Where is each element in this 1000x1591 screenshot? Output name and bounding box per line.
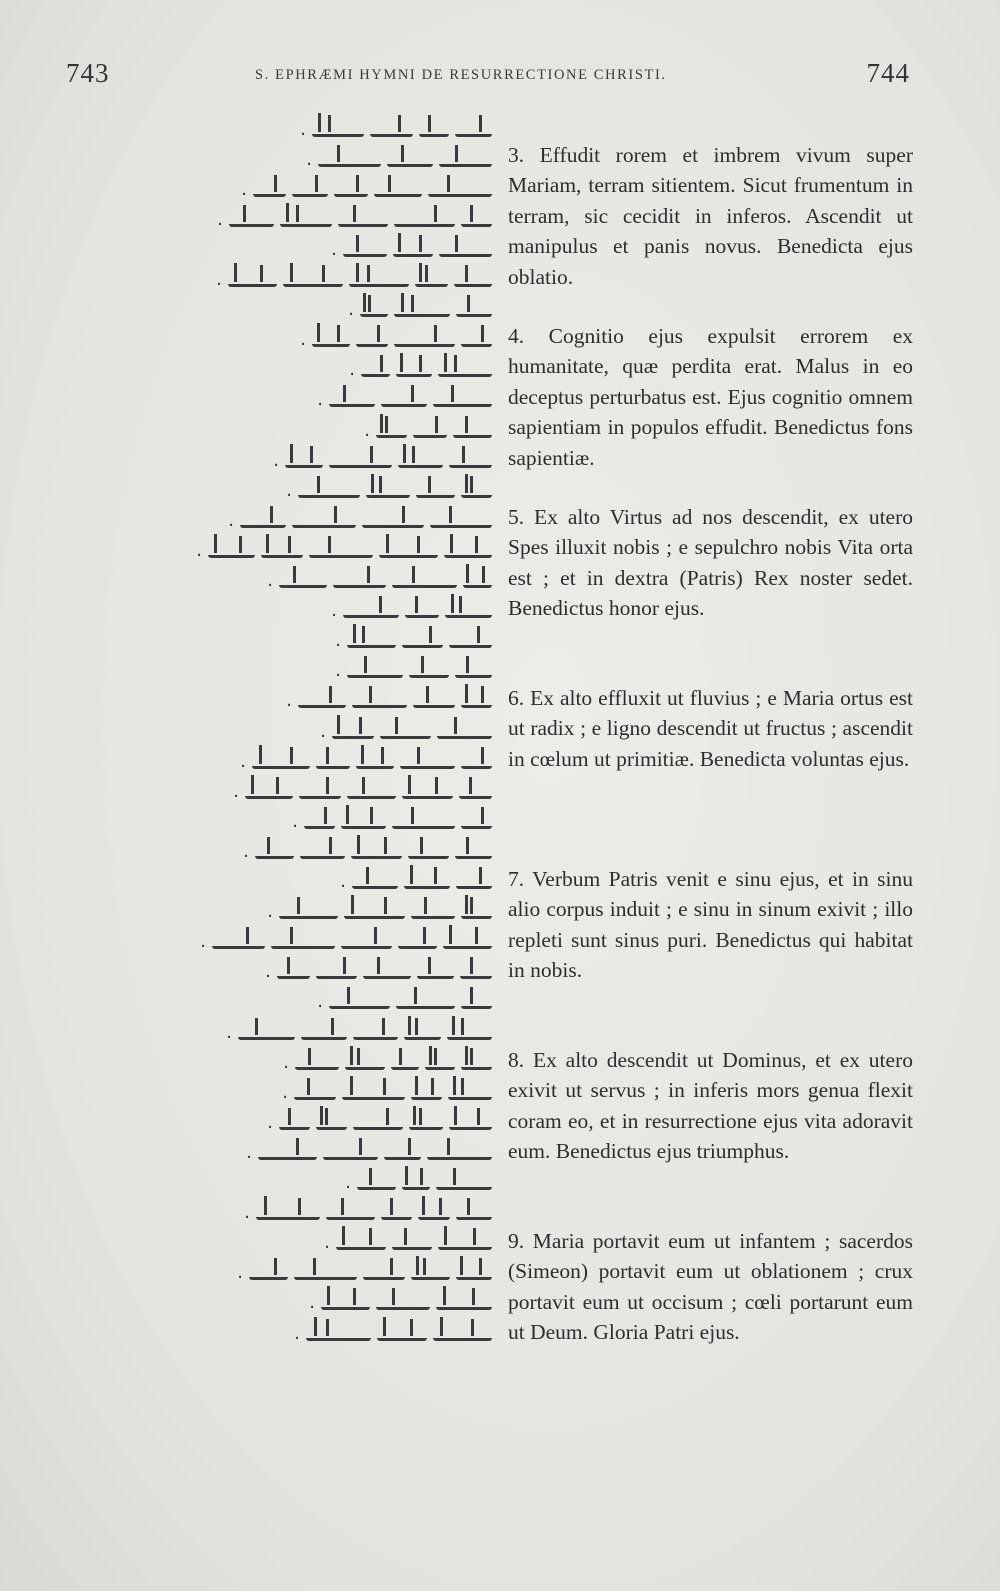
syriac-word-glyph — [356, 754, 394, 769]
running-title: S. EPHRÆMI HYMNI DE RESURRECTIONE CHRISTI. — [255, 67, 667, 83]
syriac-text-column — [196, 118, 492, 1353]
syriac-word-glyph — [417, 964, 454, 979]
syriac-stop-mark: . — [233, 780, 239, 802]
syriac-word-glyph — [430, 513, 492, 528]
syriac-line — [246, 1141, 492, 1163]
syriac-stop-mark: . — [348, 299, 354, 321]
syriac-line — [226, 1021, 492, 1043]
syriac-word-glyph — [316, 1115, 347, 1130]
syriac-word-glyph — [229, 212, 274, 227]
syriac-word-glyph — [312, 332, 350, 347]
syriac-line — [273, 449, 492, 471]
syriac-stop-mark: . — [267, 1111, 273, 1133]
syriac-word-glyph — [402, 784, 453, 799]
syriac-word-glyph — [384, 1145, 421, 1160]
syriac-line — [282, 1081, 492, 1103]
syriac-word-glyph — [316, 964, 357, 979]
syriac-word-glyph — [316, 754, 350, 769]
syriac-stop-mark: . — [273, 449, 279, 471]
syriac-word-glyph — [352, 874, 398, 889]
syriac-word-glyph — [238, 1025, 295, 1040]
syriac-word-glyph — [461, 814, 492, 829]
syriac-word-glyph — [360, 302, 388, 317]
syriac-line — [217, 208, 492, 230]
syriac-word-glyph — [416, 483, 455, 498]
syriac-word-glyph — [459, 784, 492, 799]
syriac-word-glyph — [439, 242, 492, 257]
syriac-word-glyph — [379, 543, 438, 558]
stanza-9: 9. Maria portavit eum ut infantem ; sacerdos (Simeon) portavit eum ut oblationem ; crux portavit eum ut occisum ; cœli portarunt eum ut Deum. Gloria Patri ejus. — [508, 1228, 913, 1344]
syriac-word-glyph — [329, 453, 392, 468]
syriac-stop-mark: . — [340, 871, 346, 892]
syriac-word-glyph — [292, 182, 328, 197]
syriac-word-glyph — [245, 784, 293, 799]
syriac-stop-mark: . — [324, 1232, 330, 1254]
syriac-word-glyph — [334, 182, 368, 197]
syriac-stop-mark: . — [349, 359, 355, 381]
syriac-word-glyph — [309, 543, 373, 558]
syriac-line — [265, 961, 492, 983]
syriac-word-glyph — [427, 1145, 492, 1160]
syriac-stop-mark: . — [294, 1322, 300, 1344]
syriac-word-glyph — [402, 633, 443, 648]
syriac-stop-mark: . — [331, 600, 337, 622]
syriac-word-glyph — [453, 423, 492, 438]
syriac-word-glyph — [342, 1085, 405, 1100]
syriac-stop-mark: . — [217, 208, 223, 230]
syriac-word-glyph — [409, 1115, 443, 1130]
syriac-stop-mark: . — [364, 419, 370, 441]
syriac-word-glyph — [298, 483, 360, 498]
syriac-word-glyph — [456, 1265, 492, 1280]
syriac-line — [237, 1262, 492, 1284]
syriac-stop-mark: . — [246, 1141, 252, 1163]
syriac-line — [348, 299, 492, 321]
syriac-word-glyph — [460, 964, 492, 979]
page-header — [60, 58, 910, 98]
syriac-word-glyph — [377, 1326, 427, 1341]
syriac-word-glyph — [436, 1295, 492, 1310]
syriac-word-glyph — [444, 543, 492, 558]
syriac-word-glyph — [392, 1235, 432, 1250]
syriac-word-glyph — [392, 573, 457, 588]
syriac-word-glyph — [356, 332, 388, 347]
syriac-word-glyph — [277, 964, 310, 979]
syriac-line — [320, 720, 492, 742]
syriac-word-glyph — [415, 272, 448, 287]
syriac-word-glyph — [249, 1265, 288, 1280]
syriac-word-glyph — [271, 934, 335, 949]
syriac-word-glyph — [411, 1085, 442, 1100]
syriac-stop-mark: . — [196, 539, 202, 561]
syriac-line — [306, 148, 492, 170]
syriac-word-glyph — [343, 242, 387, 257]
syriac-word-glyph — [456, 302, 492, 317]
syriac-word-glyph — [326, 1205, 375, 1220]
syriac-word-glyph — [300, 844, 345, 859]
syriac-word-glyph — [347, 633, 396, 648]
syriac-word-glyph — [343, 603, 399, 618]
syriac-line — [340, 871, 492, 893]
syriac-line — [286, 690, 492, 712]
syriac-word-glyph — [380, 724, 431, 739]
left-page-number: 743 — [66, 58, 110, 88]
syriac-word-glyph — [279, 904, 338, 919]
syriac-stop-mark: . — [228, 509, 234, 531]
syriac-word-glyph — [295, 1055, 339, 1070]
syriac-word-glyph — [419, 122, 449, 137]
syriac-word-glyph — [449, 1115, 492, 1130]
syriac-word-glyph — [404, 1025, 441, 1040]
syriac-word-glyph — [456, 1205, 492, 1220]
syriac-word-glyph — [329, 994, 390, 1009]
stanza-6: 6. Ex alto effluxit ut fluvius ; e Maria ortus est ut radix ; e ligno descendit ut fructus ; ascendit in cœlum ut primitiæ. Benedicta voluntas ejus. — [508, 685, 913, 771]
syriac-word-glyph — [387, 152, 433, 167]
syriac-line — [240, 750, 492, 772]
syriac-word-glyph — [362, 513, 424, 528]
syriac-stop-mark: . — [300, 118, 306, 140]
syriac-word-glyph — [461, 212, 492, 227]
syriac-word-glyph — [461, 904, 492, 919]
syriac-word-glyph — [463, 573, 492, 588]
syriac-stop-mark: . — [309, 1292, 315, 1314]
syriac-word-glyph — [447, 1025, 492, 1040]
syriac-stop-mark: . — [237, 1262, 243, 1284]
syriac-word-glyph — [341, 814, 386, 829]
syriac-word-glyph — [212, 934, 265, 949]
syriac-line — [349, 359, 492, 381]
syriac-word-glyph — [461, 483, 492, 498]
syriac-line — [243, 840, 492, 862]
syriac-word-glyph — [394, 302, 450, 317]
right-page-number: 744 — [866, 58, 910, 88]
syriac-word-glyph — [253, 182, 286, 197]
syriac-word-glyph — [299, 784, 341, 799]
syriac-line — [331, 238, 492, 260]
syriac-word-glyph — [353, 1025, 398, 1040]
syriac-line — [317, 389, 492, 411]
syriac-line — [267, 1111, 492, 1133]
syriac-word-glyph — [321, 1295, 370, 1310]
syriac-word-glyph — [283, 272, 343, 287]
syriac-stop-mark: . — [317, 991, 323, 1013]
syriac-word-glyph — [394, 332, 455, 347]
syriac-word-glyph — [433, 392, 492, 407]
syriac-word-glyph — [381, 392, 427, 407]
syriac-line — [292, 810, 492, 832]
syriac-word-glyph — [323, 1145, 378, 1160]
syriac-line — [241, 178, 492, 200]
syriac-word-glyph — [433, 1326, 492, 1341]
syriac-word-glyph — [404, 874, 450, 889]
syriac-stop-mark: . — [335, 660, 341, 682]
syriac-word-glyph — [318, 152, 381, 167]
syriac-word-glyph — [347, 663, 403, 678]
syriac-word-glyph — [448, 1085, 492, 1100]
syriac-word-glyph — [228, 272, 277, 287]
syriac-stop-mark: . — [216, 269, 222, 290]
syriac-word-glyph — [336, 1235, 386, 1250]
syriac-stop-mark: . — [317, 389, 323, 411]
stanza-5: 5. Ex alto Virtus ad nos descendit, ex utero Spes illuxit nobis ; e sepulchro nobis Vita orta est ; et in dextra (Patris) Rex noster sedet. Benedictus honor ejus. — [508, 504, 913, 620]
syriac-word-glyph — [344, 904, 405, 919]
syriac-word-glyph — [438, 362, 492, 377]
syriac-word-glyph — [294, 1265, 357, 1280]
syriac-word-glyph — [298, 693, 346, 708]
syriac-line — [309, 1292, 492, 1314]
syriac-word-glyph — [391, 1055, 419, 1070]
syriac-word-glyph — [338, 212, 388, 227]
syriac-word-glyph — [456, 874, 492, 889]
syriac-word-glyph — [455, 844, 492, 859]
syriac-word-glyph — [279, 573, 327, 588]
syriac-word-glyph — [361, 362, 390, 377]
syriac-line — [216, 269, 492, 291]
syriac-word-glyph — [357, 1175, 396, 1190]
syriac-word-glyph — [455, 122, 492, 137]
syriac-stop-mark: . — [226, 1021, 232, 1043]
syriac-word-glyph — [461, 1055, 492, 1070]
stanza-4: 4. Cognitio ejus expulsit errorem ex humanitate, quæ perdita erat. Malus in eo deceptus perturbatus est. Ejus cognitio omnem sapientiam in populos effudit. Benedictus fons sapientiæ. — [508, 323, 913, 470]
syriac-word-glyph — [439, 152, 492, 167]
syriac-word-glyph — [437, 724, 492, 739]
syriac-stop-mark: . — [282, 1081, 288, 1103]
syriac-word-glyph — [351, 844, 402, 859]
syriac-stop-mark: . — [286, 690, 292, 712]
syriac-word-glyph — [279, 1115, 310, 1130]
syriac-word-glyph — [411, 1265, 450, 1280]
syriac-word-glyph — [240, 513, 286, 528]
syriac-word-glyph — [396, 362, 432, 377]
syriac-word-glyph — [285, 453, 323, 468]
syriac-word-glyph — [396, 994, 455, 1009]
syriac-word-glyph — [292, 513, 356, 528]
syriac-word-glyph — [398, 934, 437, 949]
syriac-word-glyph — [461, 693, 492, 708]
syriac-word-glyph — [443, 934, 492, 949]
syriac-stop-mark: . — [320, 720, 326, 742]
syriac-word-glyph — [347, 784, 396, 799]
syriac-word-glyph — [255, 844, 294, 859]
syriac-stop-mark: . — [345, 1172, 351, 1193]
syriac-word-glyph — [353, 1115, 403, 1130]
syriac-word-glyph — [374, 182, 422, 197]
syriac-word-glyph — [280, 212, 332, 227]
syriac-line — [283, 1051, 492, 1073]
syriac-line — [267, 570, 492, 592]
stanza-8: 8. Ex alto descendit ut Dominus, et ex utero exivit ut servus ; in inferis mors genua flexit coram eo, et in resurrectione ejus vita adoravit eum. Benedictus ejus triumphus. — [508, 1047, 913, 1163]
syriac-word-glyph — [312, 122, 364, 137]
syriac-word-glyph — [376, 1295, 430, 1310]
stanza-3: 3. Effudit rorem et imbrem vivum super Mariam, terram sitientem. Sicut frumentum in terram, sic cecidit in inferos. Ascendit ut manipulus et panis novus. Benedicta ejus oblatio. — [508, 142, 913, 289]
syriac-word-glyph — [349, 272, 409, 287]
syriac-word-glyph — [400, 754, 455, 769]
syriac-word-glyph — [256, 1205, 320, 1220]
syriac-stop-mark: . — [306, 148, 312, 170]
syriac-word-glyph — [261, 543, 303, 558]
syriac-word-glyph — [394, 212, 455, 227]
syriac-word-glyph — [461, 332, 492, 347]
syriac-line — [233, 780, 492, 802]
syriac-word-glyph — [333, 573, 386, 588]
syriac-word-glyph — [252, 754, 310, 769]
syriac-stop-mark: . — [286, 479, 292, 501]
syriac-stop-mark: . — [240, 750, 246, 772]
syriac-stop-mark: . — [331, 238, 337, 260]
syriac-word-glyph — [366, 483, 410, 498]
syriac-line — [364, 419, 492, 441]
syriac-word-glyph — [409, 663, 449, 678]
syriac-word-glyph — [376, 423, 407, 438]
syriac-word-glyph — [454, 272, 492, 287]
syriac-word-glyph — [363, 964, 411, 979]
syriac-line — [335, 660, 492, 682]
syriac-word-glyph — [413, 693, 455, 708]
syriac-line — [317, 991, 492, 1013]
syriac-word-glyph — [345, 1055, 385, 1070]
syriac-word-glyph — [208, 543, 255, 558]
syriac-word-glyph — [352, 693, 407, 708]
syriac-word-glyph — [425, 1055, 455, 1070]
syriac-word-glyph — [329, 392, 375, 407]
syriac-word-glyph — [341, 934, 392, 949]
syriac-stop-mark: . — [267, 901, 273, 923]
syriac-word-glyph — [449, 453, 492, 468]
syriac-word-glyph — [436, 1175, 492, 1190]
syriac-line — [331, 600, 492, 622]
syriac-line — [267, 901, 492, 923]
syriac-stop-mark: . — [244, 1202, 250, 1224]
syriac-stop-mark: . — [292, 810, 298, 832]
syriac-line — [294, 1322, 492, 1344]
syriac-word-glyph — [370, 122, 413, 137]
syriac-word-glyph — [408, 844, 449, 859]
syriac-stop-mark: . — [265, 961, 271, 983]
syriac-stop-mark: . — [241, 178, 247, 200]
syriac-line — [300, 118, 492, 140]
syriac-line — [244, 1202, 492, 1224]
syriac-word-glyph — [332, 724, 374, 739]
syriac-word-glyph — [418, 1205, 450, 1220]
syriac-word-glyph — [393, 242, 433, 257]
syriac-word-glyph — [258, 1145, 317, 1160]
syriac-word-glyph — [304, 814, 335, 829]
syriac-stop-mark: . — [243, 840, 249, 862]
syriac-word-glyph — [455, 663, 492, 678]
syriac-stop-mark: . — [335, 630, 341, 652]
syriac-word-glyph — [402, 1175, 430, 1190]
syriac-line — [196, 539, 492, 561]
syriac-word-glyph — [461, 994, 492, 1009]
syriac-line — [335, 630, 492, 652]
syriac-line — [286, 479, 492, 501]
syriac-word-glyph — [445, 603, 492, 618]
syriac-line — [324, 1232, 492, 1254]
syriac-word-glyph — [411, 904, 455, 919]
syriac-line — [200, 931, 492, 953]
syriac-word-glyph — [438, 1235, 492, 1250]
syriac-word-glyph — [381, 1205, 412, 1220]
syriac-word-glyph — [306, 1326, 371, 1341]
syriac-word-glyph — [301, 1025, 347, 1040]
syriac-word-glyph — [363, 1265, 405, 1280]
syriac-line — [300, 329, 492, 351]
syriac-stop-mark: . — [200, 931, 206, 953]
syriac-word-glyph — [413, 423, 447, 438]
syriac-word-glyph — [294, 1085, 336, 1100]
syriac-line — [228, 509, 492, 531]
syriac-word-glyph — [398, 453, 443, 468]
syriac-stop-mark: . — [283, 1051, 289, 1073]
syriac-word-glyph — [428, 182, 492, 197]
syriac-word-glyph — [405, 603, 439, 618]
syriac-line — [345, 1172, 492, 1194]
syriac-word-glyph — [392, 814, 455, 829]
stanza-7: 7. Verbum Patris venit e sinu ejus, et in sinu alio corpus induit ; e sinu in sinum exivit ; illo repleti sunt sinus puri. Benedictus qui habitat in nobis. — [508, 866, 913, 982]
syriac-stop-mark: . — [300, 329, 306, 351]
syriac-stop-mark: . — [267, 570, 273, 591]
syriac-word-glyph — [449, 633, 492, 648]
syriac-word-glyph — [461, 754, 492, 769]
